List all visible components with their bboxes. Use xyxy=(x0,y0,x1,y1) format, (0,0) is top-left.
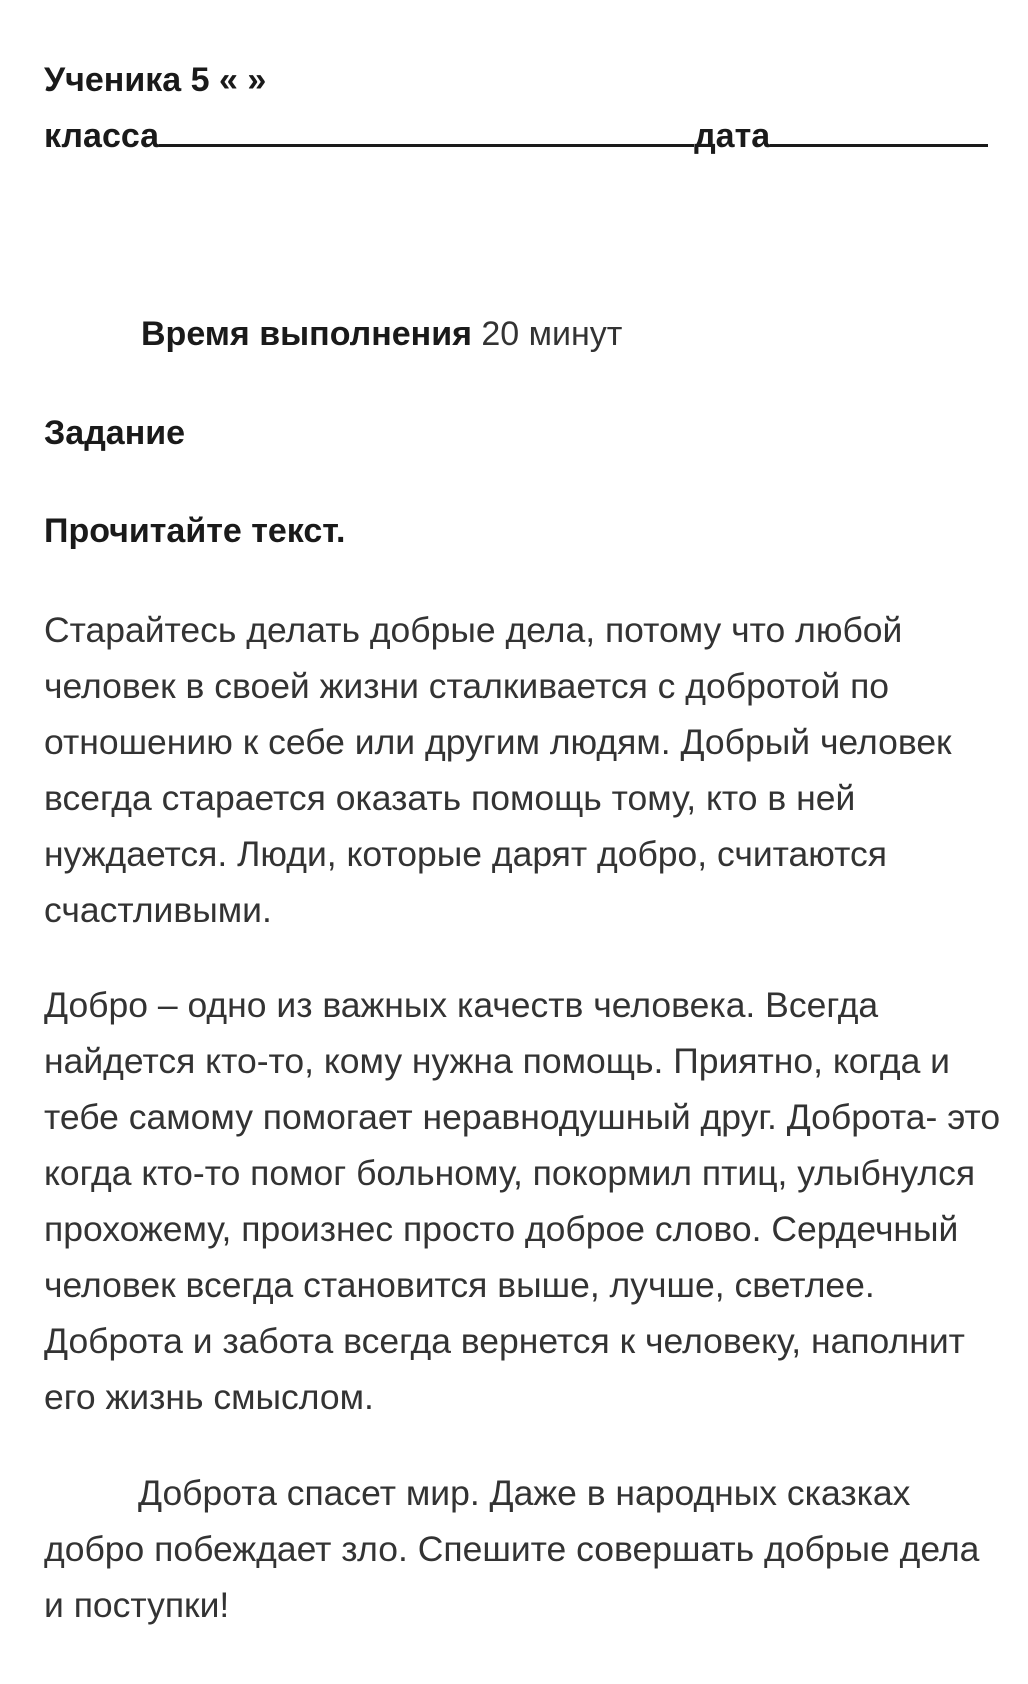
text-paragraph-2: Добро – одно из важных качеств человека. Всегда найдется кто-то, кому нужна помощь. Приятно, когда и тебе самому помогает неравнодушный друг. Доброта- это когда кто-то помог больному, покормил птиц, улыбнулся прохожему, произнес просто доброе слово. Сердечный человек всегда становится выше, лучше, светлее. Доброта и забота всегда вернется к человеку, наполнит его жизнь смыслом. xyxy=(44,985,1001,1417)
class-blank[interactable] xyxy=(159,110,694,147)
class-label: класса xyxy=(44,117,160,155)
time-row xyxy=(141,308,622,360)
task-heading: Задание xyxy=(44,414,186,452)
student-label: Ученика 5 « » xyxy=(44,61,267,99)
text-paragraph-1: Старайтесь делать добрые дела, потому что любой человек в своей жизни сталкивается с добротой по отношению к себе или другим людям. Добрый человек всегда старается оказать помощь тому, кто в ней нуждается. Люди, которые дарят добро, считаются счастливыми. xyxy=(44,610,952,930)
student-line xyxy=(44,52,266,108)
date-label: дата xyxy=(694,117,771,155)
task-instruction: Прочитайте текст. xyxy=(44,512,346,550)
text-paragraph-3: Доброта спасет мир. Даже в народных сказках добро побеждает зло. Спешите совершать добрые дела и поступки! xyxy=(44,1473,980,1625)
class-date-line xyxy=(44,108,988,164)
date-blank[interactable] xyxy=(770,110,988,147)
time-label: Время выполнения xyxy=(141,315,472,353)
time-value: 20 минут xyxy=(481,315,623,353)
